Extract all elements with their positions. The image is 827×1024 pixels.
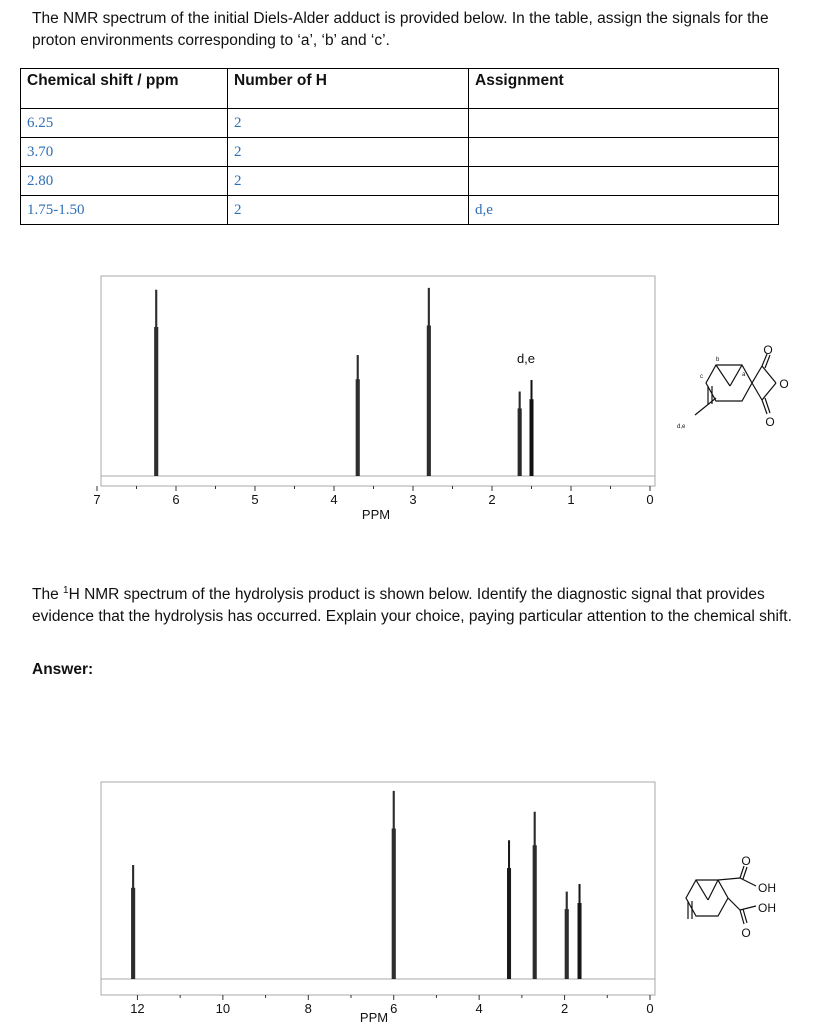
x-axis-label: PPM bbox=[359, 1010, 389, 1024]
bridge-bond bbox=[716, 365, 730, 386]
nmr-peak bbox=[518, 392, 521, 476]
nmr-spectrum-2 bbox=[0, 774, 827, 1024]
x-tick-label: 4 bbox=[330, 492, 338, 507]
count-cell: 2 bbox=[228, 167, 469, 196]
plot-frame bbox=[101, 276, 655, 486]
nmr-spectrum-1 bbox=[0, 268, 827, 522]
plot-frame bbox=[101, 782, 655, 995]
pointer-line bbox=[695, 398, 716, 415]
bridge-bond bbox=[696, 880, 708, 900]
nmr-peak bbox=[132, 865, 135, 979]
header-assignment: Assignment bbox=[469, 69, 779, 109]
nmr-peak bbox=[533, 812, 536, 979]
x-tick-label: 5 bbox=[251, 492, 259, 507]
table-row bbox=[21, 167, 779, 196]
question-1-text: The NMR spectrum of the initial Diels-Alder adduct is provided below. In the table, assign the signals for the proton environments corresponding to ‘a’, ‘b’ and ‘c’. bbox=[32, 10, 769, 49]
nmr-peak bbox=[427, 288, 430, 476]
label-c: c bbox=[700, 374, 703, 380]
hydroxyl-label: OH bbox=[758, 901, 776, 915]
anhydride-structure bbox=[695, 354, 776, 415]
table-row bbox=[21, 196, 779, 225]
acid-bond bbox=[718, 878, 740, 880]
table-header-row bbox=[21, 69, 779, 109]
ring-bond bbox=[752, 383, 762, 400]
x-tick-label: 2 bbox=[560, 1001, 569, 1016]
ring-bond bbox=[762, 366, 776, 383]
count-cell: 2 bbox=[228, 109, 469, 138]
oxygen-label: O bbox=[741, 926, 751, 940]
ring-bond bbox=[752, 366, 762, 383]
table-row bbox=[21, 138, 779, 167]
hydroxyl-label: OH bbox=[758, 881, 776, 895]
nmr-peak bbox=[530, 380, 533, 476]
x-tick-label: 3 bbox=[409, 492, 417, 507]
nmr-peak bbox=[356, 355, 359, 476]
nmr-peak bbox=[578, 884, 581, 979]
acid-bond bbox=[728, 898, 740, 910]
x-tick-label: 6 bbox=[390, 1001, 398, 1016]
x-tick-label: 2 bbox=[488, 492, 496, 507]
shift-cell: 2.80 bbox=[21, 167, 228, 196]
x-tick-label: 12 bbox=[130, 1001, 145, 1016]
bridge-bond bbox=[730, 365, 742, 386]
nmr-peak bbox=[392, 791, 395, 979]
isotope-superscript: 1 bbox=[63, 585, 69, 596]
assignment-cell[interactable] bbox=[469, 109, 779, 138]
hydroxyl-bond bbox=[740, 906, 756, 910]
oxygen-label: O bbox=[763, 343, 773, 357]
oxygen-label: O bbox=[765, 415, 775, 429]
diacid-structure bbox=[686, 866, 756, 924]
answer-label: Answer: bbox=[32, 661, 94, 678]
nmr-peak bbox=[565, 892, 568, 979]
header-chemical-shift: Chemical shift / ppm bbox=[21, 69, 228, 109]
hydroxyl-bond bbox=[740, 878, 756, 886]
question-2-text bbox=[32, 580, 802, 628]
x-tick-label: 4 bbox=[475, 1001, 483, 1016]
nmr-peak bbox=[508, 840, 511, 979]
x-axis-label: PPM bbox=[361, 507, 391, 522]
oxygen-label: O bbox=[779, 377, 789, 391]
label-b: b bbox=[716, 357, 720, 363]
count-cell: 2 bbox=[228, 138, 469, 167]
x-tick-label: 10 bbox=[215, 1001, 231, 1016]
assignment-table bbox=[20, 68, 779, 225]
ring-bond bbox=[762, 383, 776, 400]
ring-skeleton bbox=[706, 365, 752, 401]
question-2-pre: The bbox=[32, 586, 64, 604]
header-number-of-h: Number of H bbox=[228, 69, 469, 109]
peak-annotation-de: d,e bbox=[516, 351, 536, 366]
label-de: d,e bbox=[677, 424, 686, 430]
count-cell: 2 bbox=[228, 196, 469, 225]
shift-cell: 6.25 bbox=[21, 109, 228, 138]
oxygen-label: O bbox=[741, 854, 751, 868]
x-tick-label: 6 bbox=[172, 492, 180, 507]
shift-cell: 3.70 bbox=[21, 138, 228, 167]
nmr-peak bbox=[155, 290, 158, 476]
question-2-post: H NMR spectrum of the hydrolysis product is shown below. Identify the diagnostic signal that provides evidence that the hydrolysis has occurred. Explain your choice, paying particular attention to the chemical shift. bbox=[32, 586, 792, 626]
x-tick-label: 8 bbox=[304, 1001, 312, 1016]
shift-cell: 1.75-1.50 bbox=[21, 196, 228, 225]
x-tick-label: 1 bbox=[567, 492, 575, 507]
table-row bbox=[21, 109, 779, 138]
x-tick-label: 0 bbox=[646, 1001, 654, 1016]
bridge-bond bbox=[708, 880, 718, 900]
x-tick-label: 0 bbox=[646, 492, 654, 507]
assignment-cell[interactable]: d,e bbox=[469, 196, 779, 225]
label-a: a bbox=[742, 372, 746, 378]
x-tick-label: 7 bbox=[93, 492, 101, 507]
assignment-cell[interactable] bbox=[469, 167, 779, 196]
assignment-cell[interactable] bbox=[469, 138, 779, 167]
